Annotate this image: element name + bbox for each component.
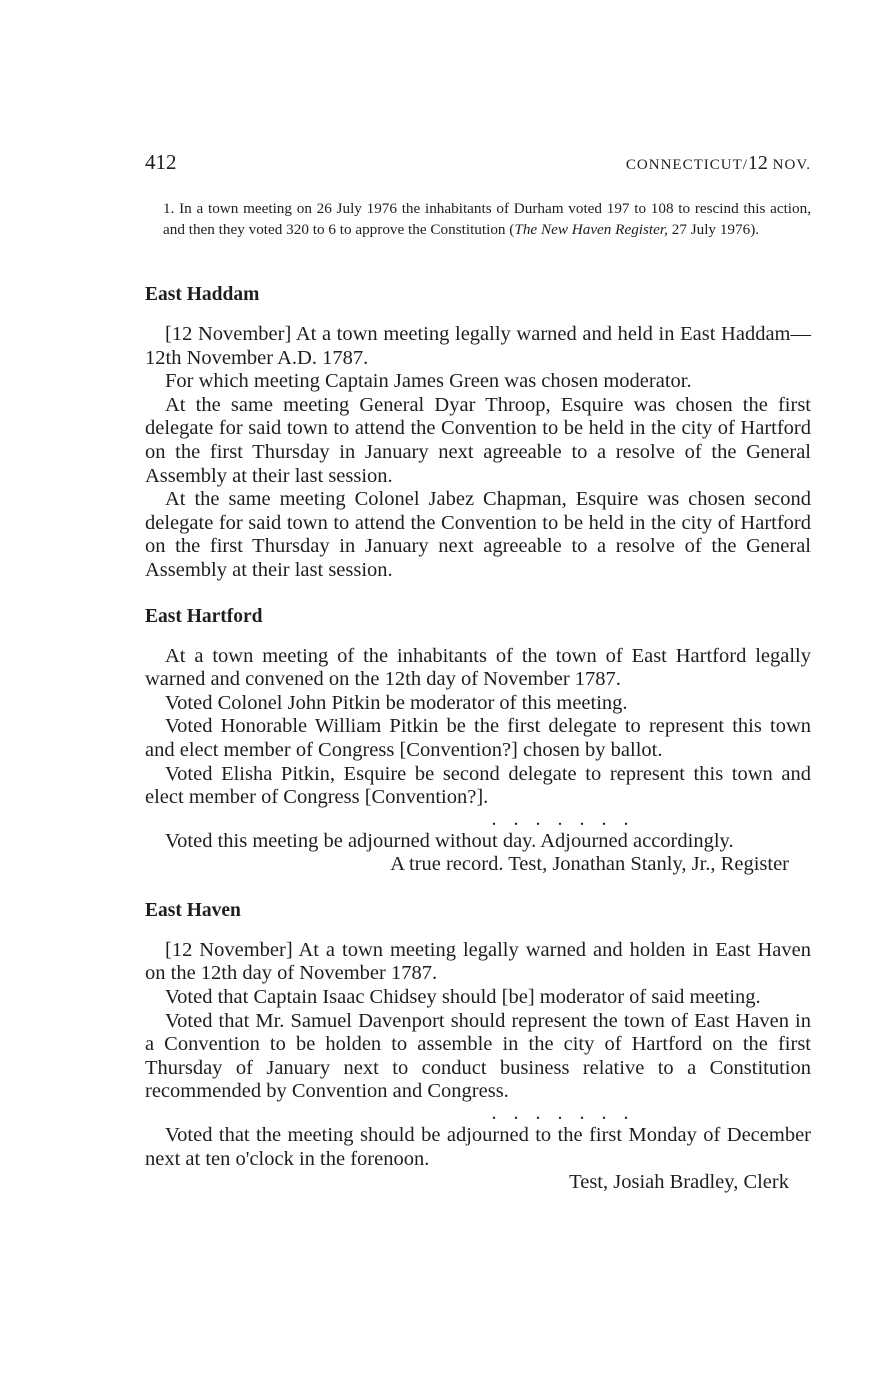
running-head-prefix: CONNECTICUT/ (625, 157, 748, 173)
east-hartford-paragraph-4: Voted Elisha Pitkin, Esquire be second delegate to represent this town and elect member of Congress [Convention?]. (145, 762, 811, 809)
section-heading-east-hartford: East Hartford (145, 605, 263, 627)
east-haddam-paragraph-4: At the same meeting Colonel Jabez Chapman, Esquire was chosen second delegate for said town to attend the Convention to be held in the city of Hartford on the first Thursday in January next agreeable to a resolve of the General Assembly at their last session. (145, 488, 811, 581)
running-head (626, 152, 811, 175)
east-haven-signature: Test, Josiah Bradley, Clerk (569, 1171, 789, 1194)
east-hartford-paragraph-1: At a town meeting of the inhabitants of the town of East Hartford legally warned and convened on the 12th day of November 1787. (145, 644, 811, 691)
east-haven-paragraph-2: Voted that Captain Isaac Chidsey should [be] moderator of said meeting. (165, 986, 761, 1009)
east-haven-paragraph-3: Voted that Mr. Samuel Davenport should represent the town of East Haven in a Convention to be holden to assemble in the city of Hartford on the first Thursday of January next to conduct business relative to a Constitution recommended by Convention and Congress. (145, 1009, 811, 1103)
footnote (145, 198, 811, 240)
east-hartford-ellipsis: . . . . . . . (491, 807, 635, 830)
east-haven-paragraph-4: Voted that the meeting should be adjourned to the first Monday of December next at ten o'clock in the forenoon. (145, 1124, 811, 1170)
main-text (145, 283, 811, 1195)
running-head-number: 12 (747, 152, 768, 174)
section-heading-east-haddam: East Haddam (145, 284, 260, 305)
east-hartford-signature: A true record. Test, Jonathan Stanly, Jr., Register (390, 853, 789, 876)
east-haddam-paragraph-3: At the same meeting General Dyar Throop, Esquire was chosen the first delegate for said town to attend the Convention to be held in the city of Hartford on the first Thursday in January next agreeable to a resolve of the General Assembly at their last session. (145, 393, 811, 487)
running-head-suffix: NOV. (767, 157, 811, 173)
footnote-part-2: 27 July 1976). (667, 221, 760, 238)
east-hartford-paragraph-5: Voted this meeting be adjourned without day. Adjourned accordingly. (165, 829, 734, 852)
footnote-text (145, 198, 811, 240)
east-haddam-paragraph-1: [12 November] At a town meeting legally warned and held in East Haddam—12th November A.D. 1787. (145, 323, 811, 369)
east-hartford-paragraph-2: Voted Colonel John Pitkin be moderator of this meeting. (165, 691, 628, 714)
east-hartford-paragraph-3: Voted Honorable William Pitkin be the first delegate to represent this town and elect member of Congress [Convention?] chosen by ballot. (145, 715, 811, 761)
east-haven-paragraph-1: [12 November] At a town meeting legally warned and holden in East Haven on the 12th day of November 1787. (145, 938, 811, 985)
page-header (145, 150, 811, 180)
footnote-part-1: 1. In a town meeting on 26 July 1976 the inhabitants of Durham voted 197 to 108 to rescind this action, and then they voted 320 to 6 to approve the Constitution ( (163, 200, 811, 238)
east-haven-ellipsis: . . . . . . . (491, 1102, 635, 1125)
page-number: 412 (145, 150, 177, 174)
east-haddam-paragraph-2: For which meeting Captain James Green was chosen moderator. (165, 370, 692, 393)
section-heading-east-haven: East Haven (145, 899, 241, 921)
footnote-italic-source: The New Haven Register, (514, 221, 668, 238)
